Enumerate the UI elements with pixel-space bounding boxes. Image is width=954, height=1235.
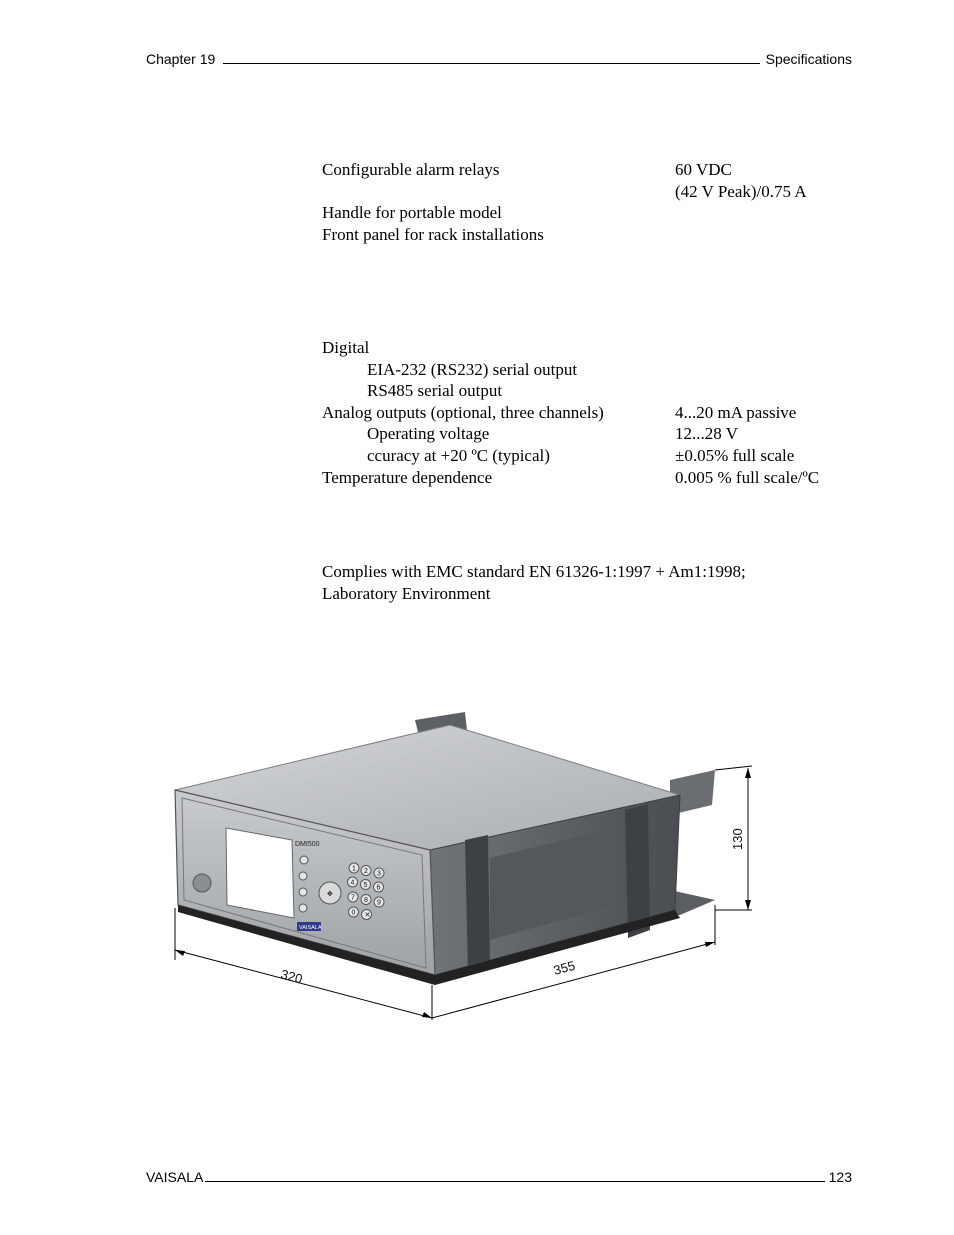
keypad-key-label: 1 (352, 865, 356, 873)
spec-label: Front panel for rack installations (322, 224, 544, 244)
footer-company: VAISALA (146, 1169, 204, 1185)
keypad-key-label: 8 (364, 897, 368, 904)
spec-label: Configurable alarm relays (322, 160, 500, 179)
page-header (146, 47, 852, 67)
page-footer (146, 1165, 852, 1185)
keypad-key-label: 5 (363, 882, 368, 889)
spec-value: 4...20 mA passive (675, 402, 797, 422)
spec-label: Operating voltage (367, 424, 490, 444)
keypad-key-label: ✕ (364, 912, 371, 919)
keypad-key-label: 0 (351, 909, 356, 917)
spec-value: ±0.05% full scale (675, 445, 795, 465)
keypad-key-label: 7 (351, 894, 355, 902)
dimension-height-label: 130 (730, 828, 745, 850)
emc-line-1: Complies with EMC standard EN 61326-1:1997 + Am1:1998; (322, 562, 746, 581)
power-button-icon (193, 874, 211, 892)
spec-value: 0.005 % full scale/ºC (675, 467, 820, 487)
dimension-depth-label: 355 (551, 957, 577, 978)
device-display (226, 828, 294, 918)
spec-label: RS485 serial output (367, 381, 503, 401)
keypad-key-label: 6 (376, 884, 381, 892)
spec-value: 60 VDC (675, 160, 732, 179)
spec-label: Temperature dependence (322, 467, 493, 487)
keypad-key-label: 3 (377, 870, 381, 878)
section-label: Specifications (765, 51, 852, 67)
device-dimension-drawing (160, 700, 760, 1030)
spec-value: (42 V Peak)/0.75 A (675, 181, 807, 201)
keypad-key-label: 2 (364, 868, 368, 875)
emc-line-2: Laboratory Environment (322, 584, 491, 603)
footer-rule (205, 1181, 824, 1182)
spec-label: Handle for portable model (322, 203, 502, 223)
model-label: DMI500 (295, 841, 320, 848)
spec-label: Digital (322, 338, 370, 357)
svg-text:✥: ✥ (327, 891, 333, 898)
keypad-key-label: 4 (350, 879, 355, 887)
dimension-height (715, 766, 752, 910)
dimension-width-label: 320 (279, 966, 305, 987)
emc-compliance (322, 561, 746, 605)
spec-label: Analog outputs (optional, three channels) (322, 402, 604, 422)
spec-label: EIA-232 (RS232) serial output (367, 359, 578, 379)
keypad-key-label: 9 (377, 899, 381, 907)
spec-value: 12...28 V (675, 424, 738, 444)
brand-label: VAISALA (299, 925, 322, 931)
spec-label: ccuracy at +20 ºC (typical) (367, 445, 550, 465)
header-rule (223, 63, 759, 64)
chapter-label: Chapter 19 (146, 51, 216, 67)
page-number: 123 (828, 1169, 852, 1185)
